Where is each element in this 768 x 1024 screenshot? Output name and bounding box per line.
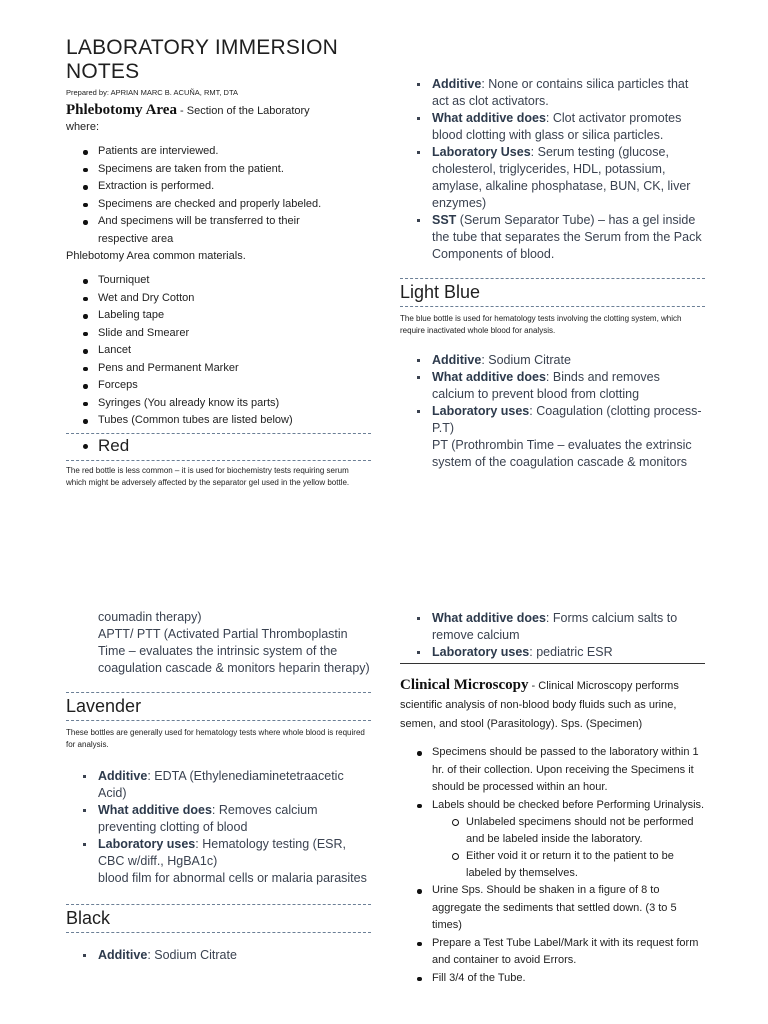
list-item: Fill 3/4 of the Tube. <box>400 970 705 988</box>
item-label: What additive does <box>432 111 546 125</box>
item-text: (Serum Separator Tube) – has a gel inside the tube that separates the Serum from the Pack Components of blood. <box>432 213 702 261</box>
divider <box>400 278 705 279</box>
list-item <box>400 403 705 437</box>
divider <box>66 932 371 933</box>
right-column-bottom <box>400 610 705 987</box>
lavender-description: These bottles are generally used for hematology tests where whole blood is required for analysis. <box>66 728 365 749</box>
phlebotomy-heading: Phlebotomy Area <box>66 102 177 118</box>
black-properties-list <box>400 610 705 661</box>
divider <box>66 720 371 721</box>
item-text: : Binds and removes calcium to prevent blood from clotting <box>432 370 660 401</box>
light-blue-description: The blue bottle is used for hematology tests involving the clotting system, which require inactivated whole blood for analysis. <box>400 314 682 335</box>
list-item <box>400 369 705 403</box>
list-item: Slide and Smearer <box>66 325 386 343</box>
item-text: : pediatric ESR <box>529 645 613 659</box>
page-title: LABORATORY IMMERSION NOTES <box>66 36 339 83</box>
divider <box>66 904 371 905</box>
item-text: : Serum testing (glucose, cholesterol, triglycerides, HDL, potassium, amylase, alkaline phosphatase, BUN, CK, liver enzymes) <box>432 145 691 210</box>
black-heading: Black <box>66 908 111 928</box>
list-item: Tubes (Common tubes are listed below) <box>66 412 386 430</box>
list-item: Specimens are checked and properly labeled. <box>66 196 386 214</box>
list-item: Labeling tape <box>66 307 386 325</box>
right-column-top <box>400 76 705 471</box>
clinical-heading-rest: - Clinical Microscopy performs scientific analysis of non-blood body fluids such as urine, semen, and stool (Parasitology). Sps. (Specimen) <box>400 680 679 730</box>
left-column-top <box>66 36 386 489</box>
black-list <box>66 947 371 964</box>
lavender-heading: Lavender <box>66 696 142 716</box>
list-item <box>400 644 705 661</box>
item-label: Additive <box>432 77 482 91</box>
divider <box>66 460 371 461</box>
clinical-list-continued <box>400 882 705 987</box>
list-item <box>400 352 705 369</box>
item-label: What additive does <box>432 370 546 384</box>
sub-list-item: Either void it or return it to the patient to be labeled by themselves. <box>400 848 705 882</box>
lavender-list <box>66 768 371 870</box>
divider <box>66 692 371 693</box>
left-column-bottom <box>66 609 371 964</box>
sub-list-item: Unlabeled specimens should not be performed and be labeled inside the laboratory. <box>400 814 705 848</box>
list-item: Urine Sps. Should be shaken in a figure of 8 to aggregate the sediments that settled down. (3 to 5 times) <box>400 882 705 935</box>
item-text: : Removes calcium preventing clotting of blood <box>98 803 318 834</box>
list-item <box>400 610 705 644</box>
clinical-sublist <box>400 814 705 882</box>
clinical-list <box>400 744 705 814</box>
materials-heading: Phlebotomy Area common materials. <box>66 250 246 262</box>
list-item: Patients are interviewed. <box>66 143 386 161</box>
clinical-heading: Clinical Microscopy <box>400 677 529 693</box>
item-text: : Sodium Citrate <box>147 948 237 962</box>
red-description: The red bottle is less common – it is used for biochemistry tests requiring serum which might be adversely affected by the separator gel used in the yellow bottle. <box>66 465 350 487</box>
item-label: What additive does <box>98 803 212 817</box>
list-item: Specimens are taken from the patient. <box>66 161 386 179</box>
item-text: : None or contains silica particles that act as clot activators. <box>432 77 689 108</box>
red-heading: Red <box>66 436 386 456</box>
item-label: Laboratory uses <box>98 837 196 851</box>
clinical-intro <box>400 676 705 733</box>
item-label: Additive <box>98 948 148 962</box>
item-label: SST <box>432 213 457 227</box>
light-blue-heading: Light Blue <box>400 282 481 302</box>
list-item <box>66 836 371 870</box>
list-item: Wet and Dry Cotton <box>66 290 386 308</box>
item-label: Additive <box>98 769 148 783</box>
list-item <box>400 212 705 263</box>
light-blue-list <box>400 352 705 437</box>
list-item: Labels should be checked before Performing Urinalysis. <box>400 797 705 815</box>
item-label: Laboratory uses <box>432 645 530 659</box>
list-item <box>66 947 371 964</box>
list-item: Syringes (You already know its parts) <box>66 395 386 413</box>
item-text: : Clot activator promotes blood clotting with glass or silica particles. <box>432 111 682 142</box>
phlebotomy-heading-rest: - Section of the Laboratory <box>176 105 310 117</box>
list-item: Extraction is performed. <box>66 178 386 196</box>
red-properties-list <box>400 76 705 263</box>
item-label: Additive <box>432 353 482 367</box>
item-label: Laboratory uses <box>432 404 530 418</box>
divider <box>400 663 705 664</box>
list-item: Prepare a Test Tube Label/Mark it with its request form and container to avoid Errors. <box>400 935 705 970</box>
item-label: Laboratory Uses <box>432 145 531 159</box>
item-text: : Coagulation (clotting process-P.T) <box>432 404 702 435</box>
list-item <box>400 144 705 212</box>
divider <box>66 433 371 434</box>
item-text: : EDTA (Ethylenediaminetetraacetic Acid) <box>98 769 344 800</box>
aptt-line: APTT/ PTT (Activated Partial Thromboplastin Time – evaluates the intrinsic system of the coagulation cascade & monitors heparin therapy) <box>98 627 370 675</box>
item-text: : Forms calcium salts to remove calcium <box>432 611 678 642</box>
item-text: : Sodium Citrate <box>481 353 571 367</box>
list-item: Pens and Permanent Marker <box>66 360 386 378</box>
item-text: : Hematology testing (ESR, CBC w/diff., HgBA1c) <box>98 837 347 868</box>
divider <box>400 306 705 307</box>
list-item <box>400 110 705 144</box>
list-item <box>400 76 705 110</box>
list-item <box>66 768 371 802</box>
pt-continuation: coumadin therapy) <box>98 610 202 624</box>
prepared-by: Prepared by: APRIAN MARC B. ACUÑA, RMT, DTA <box>66 88 238 97</box>
phlebotomy-heading-line <box>66 101 386 120</box>
item-label: What additive does <box>432 611 546 625</box>
lavender-extra: blood film for abnormal cells or malaria parasites <box>98 871 367 885</box>
phlebotomy-list <box>66 143 386 248</box>
list-item: Lancet <box>66 342 386 360</box>
materials-list <box>66 272 386 430</box>
list-item <box>66 802 371 836</box>
list-item: Specimens should be passed to the laboratory within 1 hr. of their collection. Upon receiving the Specimens it should be processed within an hour. <box>400 744 705 797</box>
list-item: And specimens will be transferred to their respective area <box>66 213 386 248</box>
pt-line: PT (Prothrombin Time – evaluates the extrinsic system of the coagulation cascade & monitors <box>432 438 692 469</box>
list-item: Tourniquet <box>66 272 386 290</box>
phlebotomy-where: where: <box>66 121 100 133</box>
list-item: Forceps <box>66 377 386 395</box>
